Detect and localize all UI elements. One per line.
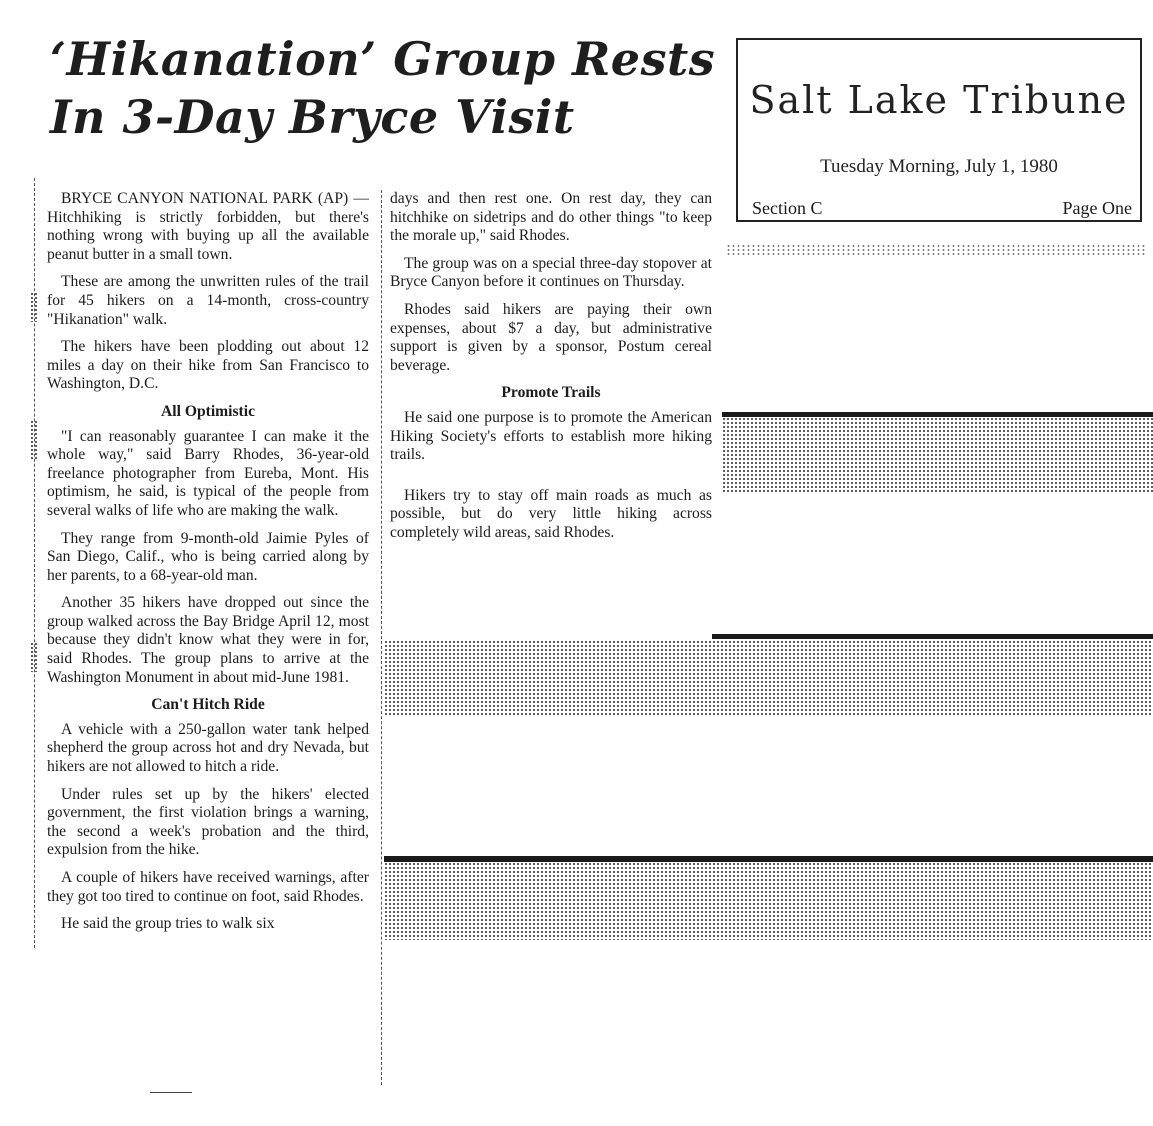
halftone-band [384, 862, 1153, 940]
margin-mark [30, 420, 38, 460]
publication-date: Tuesday Morning, July 1, 1980 [820, 156, 1058, 177]
paragraph: He said the group tries to walk six [61, 915, 275, 933]
subheading: Can't Hitch Ride [151, 696, 265, 714]
page-label: Page One [1062, 198, 1132, 218]
paragraph: "I can reasonably guarantee I can make it the whole way," said Barry Rhodes, 36-year-old freelance photographer from Eureba, Mont. His optimism, he said, is typical of the people from several walks of life who are making the walk. [47, 427, 369, 519]
paragraph: Rhodes said hikers are paying their own expenses, about $7 a day, but administrative support is given by a sponsor, Postum cereal beverage. [390, 300, 712, 374]
margin-mark [30, 292, 38, 322]
article-column-1 [47, 190, 369, 943]
paragraph: A vehicle with a 250-gallon water tank helped shepherd the group across hot and dry Nevada, but hikers are not allowed to hitch a ride. [47, 720, 369, 776]
paragraph: The group was on a special three-day stopover at Bryce Canyon before it continues on Thursday. [390, 254, 712, 291]
end-rule [150, 1092, 192, 1093]
paragraph: These are among the unwritten rules of the trail for 45 hikers on a 14-month, cross-country "Hikanation" walk. [47, 273, 369, 328]
paragraph: The hikers have been plodding out about 12 miles a day on their hike from San Francisco to Washington, D.C. [47, 338, 369, 393]
paragraph: Hikers try to stay off main roads as much as possible, but do very little hiking across completely wild areas, said Rhodes. [390, 486, 712, 541]
newspaper-name: Salt Lake Tribune [749, 78, 1129, 122]
halftone-strip [726, 244, 1146, 256]
paragraph: Another 35 hikers have dropped out since the group walked across the Bay Bridge April 12, most because they didn't know what they were in for, said Rhodes. The group plans to arrive at the Washington Monument in about mid-June 1981. [47, 594, 369, 686]
subheading: Promote Trails [501, 384, 601, 402]
paragraph: They range from 9-month-old Jaimie Pyles of San Diego, Calif., who is being carried along by her parents, to a 68-year-old man. [47, 529, 369, 584]
article-column-2 [390, 190, 712, 552]
column-divider [381, 190, 382, 1085]
margin-mark [30, 642, 38, 672]
paragraph: A couple of hikers have received warnings, after they got too tired to continue on foot, said Rhodes. [47, 869, 369, 905]
rule-bar [712, 634, 1153, 639]
paragraph: He said one purpose is to promote the American Hiking Society's efforts to establish more hiking trails. [390, 408, 712, 464]
headline-line-1: ‘Hikanation’ Group Rests [50, 32, 716, 86]
section-label: Section C [752, 198, 823, 218]
halftone-band [722, 417, 1153, 492]
subheading: All Optimistic [161, 402, 255, 420]
headline [50, 30, 730, 146]
masthead-box [736, 38, 1142, 222]
paragraph: days and then rest one. On rest day, they can hitchhike on sidetrips and do other things "to keep the morale up," said Rhodes. [390, 190, 712, 245]
halftone-band [384, 640, 1153, 716]
headline-line-2: In 3-Day Bryce Visit [50, 90, 575, 144]
paragraph: Under rules set up by the hikers' elected government, the first violation brings a warning, the second a week's probation and the third, expulsion from the hike. [47, 785, 369, 859]
paragraph: BRYCE CANYON NATIONAL PARK (AP) — Hitchhiking is strictly forbidden, but there's nothing wrong with buying up all the available peanut butter in a small town. [47, 190, 369, 263]
